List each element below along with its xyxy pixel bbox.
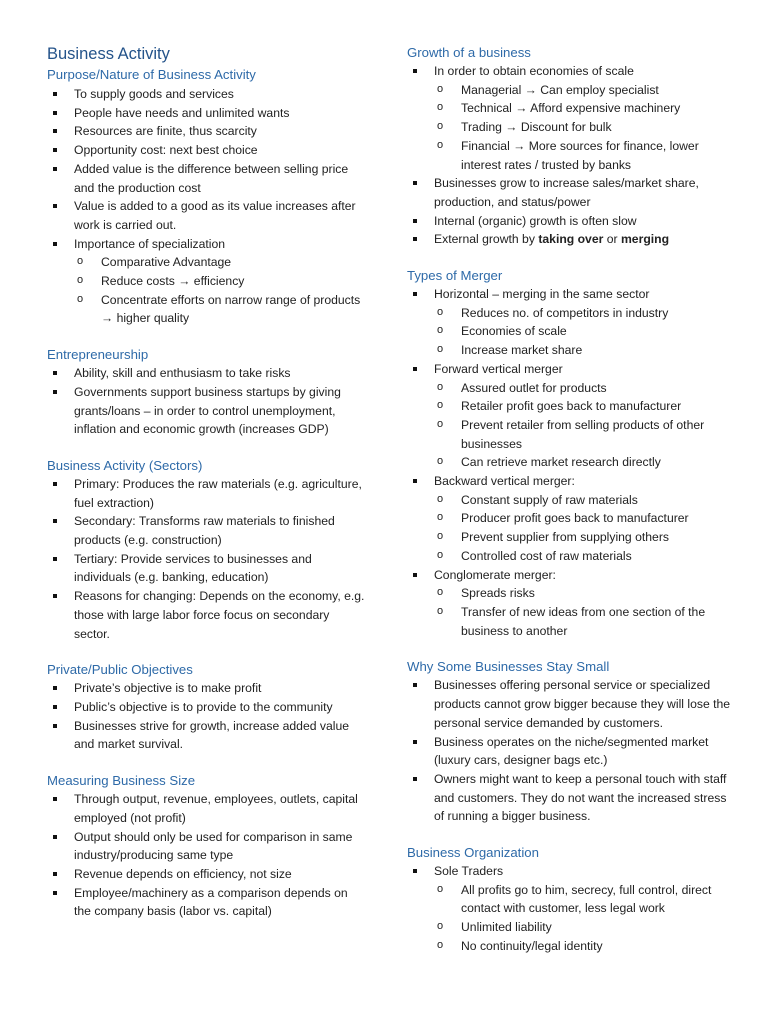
list-item: Internal (organic) growth is often slow	[407, 212, 737, 231]
section-sectors	[47, 457, 367, 643]
sub-list-item: o Reduce costs → efficiency	[47, 272, 367, 291]
list-mergers	[407, 285, 737, 640]
text-span: External growth by	[434, 232, 539, 247]
list-growth	[407, 62, 737, 249]
list-item: Importance of specialization	[47, 235, 367, 254]
list-item: Governments support business startups by giving grants/loans – in order to control unemployment, inflation and economic growth (increases GDP)	[47, 383, 367, 439]
heading-stay-small: Why Some Businesses Stay Small	[407, 659, 610, 675]
list-item: Ability, skill and enthusiasm to take risks	[47, 364, 367, 383]
sub-list-item: o Prevent retailer from selling products of other businesses	[407, 416, 737, 453]
list-item: Business operates on the niche/segmented market (luxury cars, designer bags etc.)	[407, 733, 737, 770]
heading-business-size: Measuring Business Size	[47, 773, 196, 789]
list-item: Private’s objective is to make profit	[47, 679, 367, 698]
sub-list-item: o Economies of scale	[407, 322, 737, 341]
list-item: People have needs and unlimited wants	[47, 104, 367, 123]
sub-list-item: o All profits go to him, secrecy, full control, direct contact with customer, less legal work	[407, 881, 737, 918]
list-organization	[407, 862, 737, 956]
list-item: Opportunity cost: next best choice	[47, 141, 367, 160]
list-item: To supply goods and services	[47, 85, 367, 104]
list-item: Businesses strive for growth, increase added value and market survival.	[47, 717, 367, 754]
heading-objectives: Private/Public Objectives	[47, 662, 193, 678]
sub-list-item: o Producer profit goes back to manufacturer	[407, 509, 737, 528]
sub-list-item: o Trading → Discount for bulk	[407, 118, 737, 137]
list-item: Secondary: Transforms raw materials to finished products (e.g. construction)	[47, 512, 367, 549]
sub-list-item: o Increase market share	[407, 341, 737, 360]
bold-text: taking over	[538, 232, 604, 247]
list-item: Backward vertical merger:	[407, 472, 737, 491]
sub-list-item: o Assured outlet for products	[407, 379, 737, 398]
heading-entrepreneurship: Entrepreneurship	[47, 347, 149, 363]
sub-list-item: o Concentrate efforts on narrow range of products → higher quality	[47, 291, 367, 328]
sub-list-item: o Prevent supplier from supplying others	[407, 528, 737, 547]
heading-mergers: Types of Merger	[407, 268, 503, 284]
list-item: Primary: Produces the raw materials (e.g. agriculture, fuel extraction)	[47, 475, 367, 512]
list-item: In order to obtain economies of scale	[407, 62, 737, 81]
list-item: Conglomerate merger:	[407, 566, 737, 585]
section-business-size	[47, 772, 367, 921]
bold-text: merging	[620, 232, 670, 247]
section-entrepreneurship	[47, 346, 367, 439]
list-item: Through output, revenue, employees, outlets, capital employed (not profit)	[47, 790, 367, 827]
heading-sectors: Business Activity (Sectors)	[47, 457, 203, 473]
list-business-size	[47, 790, 367, 921]
list-item: Forward vertical merger	[407, 360, 737, 379]
text-span: or	[603, 232, 621, 247]
section-business-activity	[47, 44, 367, 328]
list-item: Owners might want to keep a personal touch with staff and customers. They do not want the increased stress of running a bigger business.	[407, 770, 737, 826]
list-item: Output should only be used for comparison in same industry/producing same type	[47, 828, 367, 865]
section-growth	[407, 44, 737, 249]
list-item: Value is added to a good as its value increases after work is carried out.	[47, 197, 367, 234]
list-stay-small	[407, 676, 737, 826]
list-item: Businesses grow to increase sales/market share, production, and status/power	[407, 174, 737, 211]
left-column	[47, 0, 367, 919]
sub-list-item: o Unlimited liability	[407, 918, 737, 937]
heading-organization: Business Organization	[407, 845, 539, 861]
list-item: Sole Traders	[407, 862, 737, 881]
section-objectives	[47, 661, 367, 754]
list-item: Revenue depends on efficiency, not size	[47, 865, 367, 884]
list-purpose-nature	[47, 85, 367, 328]
sub-list-item: o Spreads risks	[407, 584, 737, 603]
list-item: Tertiary: Provide services to businesses and individuals (e.g. banking, education)	[47, 550, 367, 587]
right-column	[407, 0, 737, 953]
section-mergers	[407, 267, 737, 640]
list-item	[407, 230, 737, 249]
section-organization	[407, 844, 737, 956]
sub-list-item: o Comparative Advantage	[47, 253, 367, 272]
page-title: Business Activity	[47, 45, 170, 63]
list-item: Public’s objective is to provide to the community	[47, 698, 367, 717]
sub-list-item: o Constant supply of raw materials	[407, 491, 737, 510]
list-item: Resources are finite, thus scarcity	[47, 122, 367, 141]
list-item: Reasons for changing: Depends on the economy, e.g. those with large labor force focus on secondary sector.	[47, 587, 367, 643]
sub-list-item: o Controlled cost of raw materials	[407, 547, 737, 566]
list-sectors	[47, 475, 367, 643]
list-item: Businesses offering personal service or specialized products cannot grow bigger because they will lose the personal service demanded by customers.	[407, 676, 737, 732]
sub-list-item: o Managerial → Can employ specialist	[407, 81, 737, 100]
sub-list-item: o Transfer of new ideas from one section of the business to another	[407, 603, 737, 640]
sub-list-item: o Can retrieve market research directly	[407, 453, 737, 472]
list-item: Horizontal – merging in the same sector	[407, 285, 737, 304]
sub-list-item: o Reduces no. of competitors in industry	[407, 304, 737, 323]
heading-purpose-nature: Purpose/Nature of Business Activity	[47, 67, 256, 82]
list-item: Added value is the difference between selling price and the production cost	[47, 160, 367, 197]
sub-list-item: o Technical → Afford expensive machinery	[407, 99, 737, 118]
list-objectives	[47, 679, 367, 754]
sub-list-item: o Retailer profit goes back to manufacturer	[407, 397, 737, 416]
list-entrepreneurship	[47, 364, 367, 439]
heading-growth: Growth of a business	[407, 45, 531, 60]
sub-list-item: o Financial → More sources for finance, lower interest rates / trusted by banks	[407, 137, 737, 174]
list-item: Employee/machinery as a comparison depends on the company basis (labor vs. capital)	[47, 884, 367, 921]
sub-list-item: o No continuity/legal identity	[407, 937, 737, 956]
section-stay-small	[407, 658, 737, 826]
